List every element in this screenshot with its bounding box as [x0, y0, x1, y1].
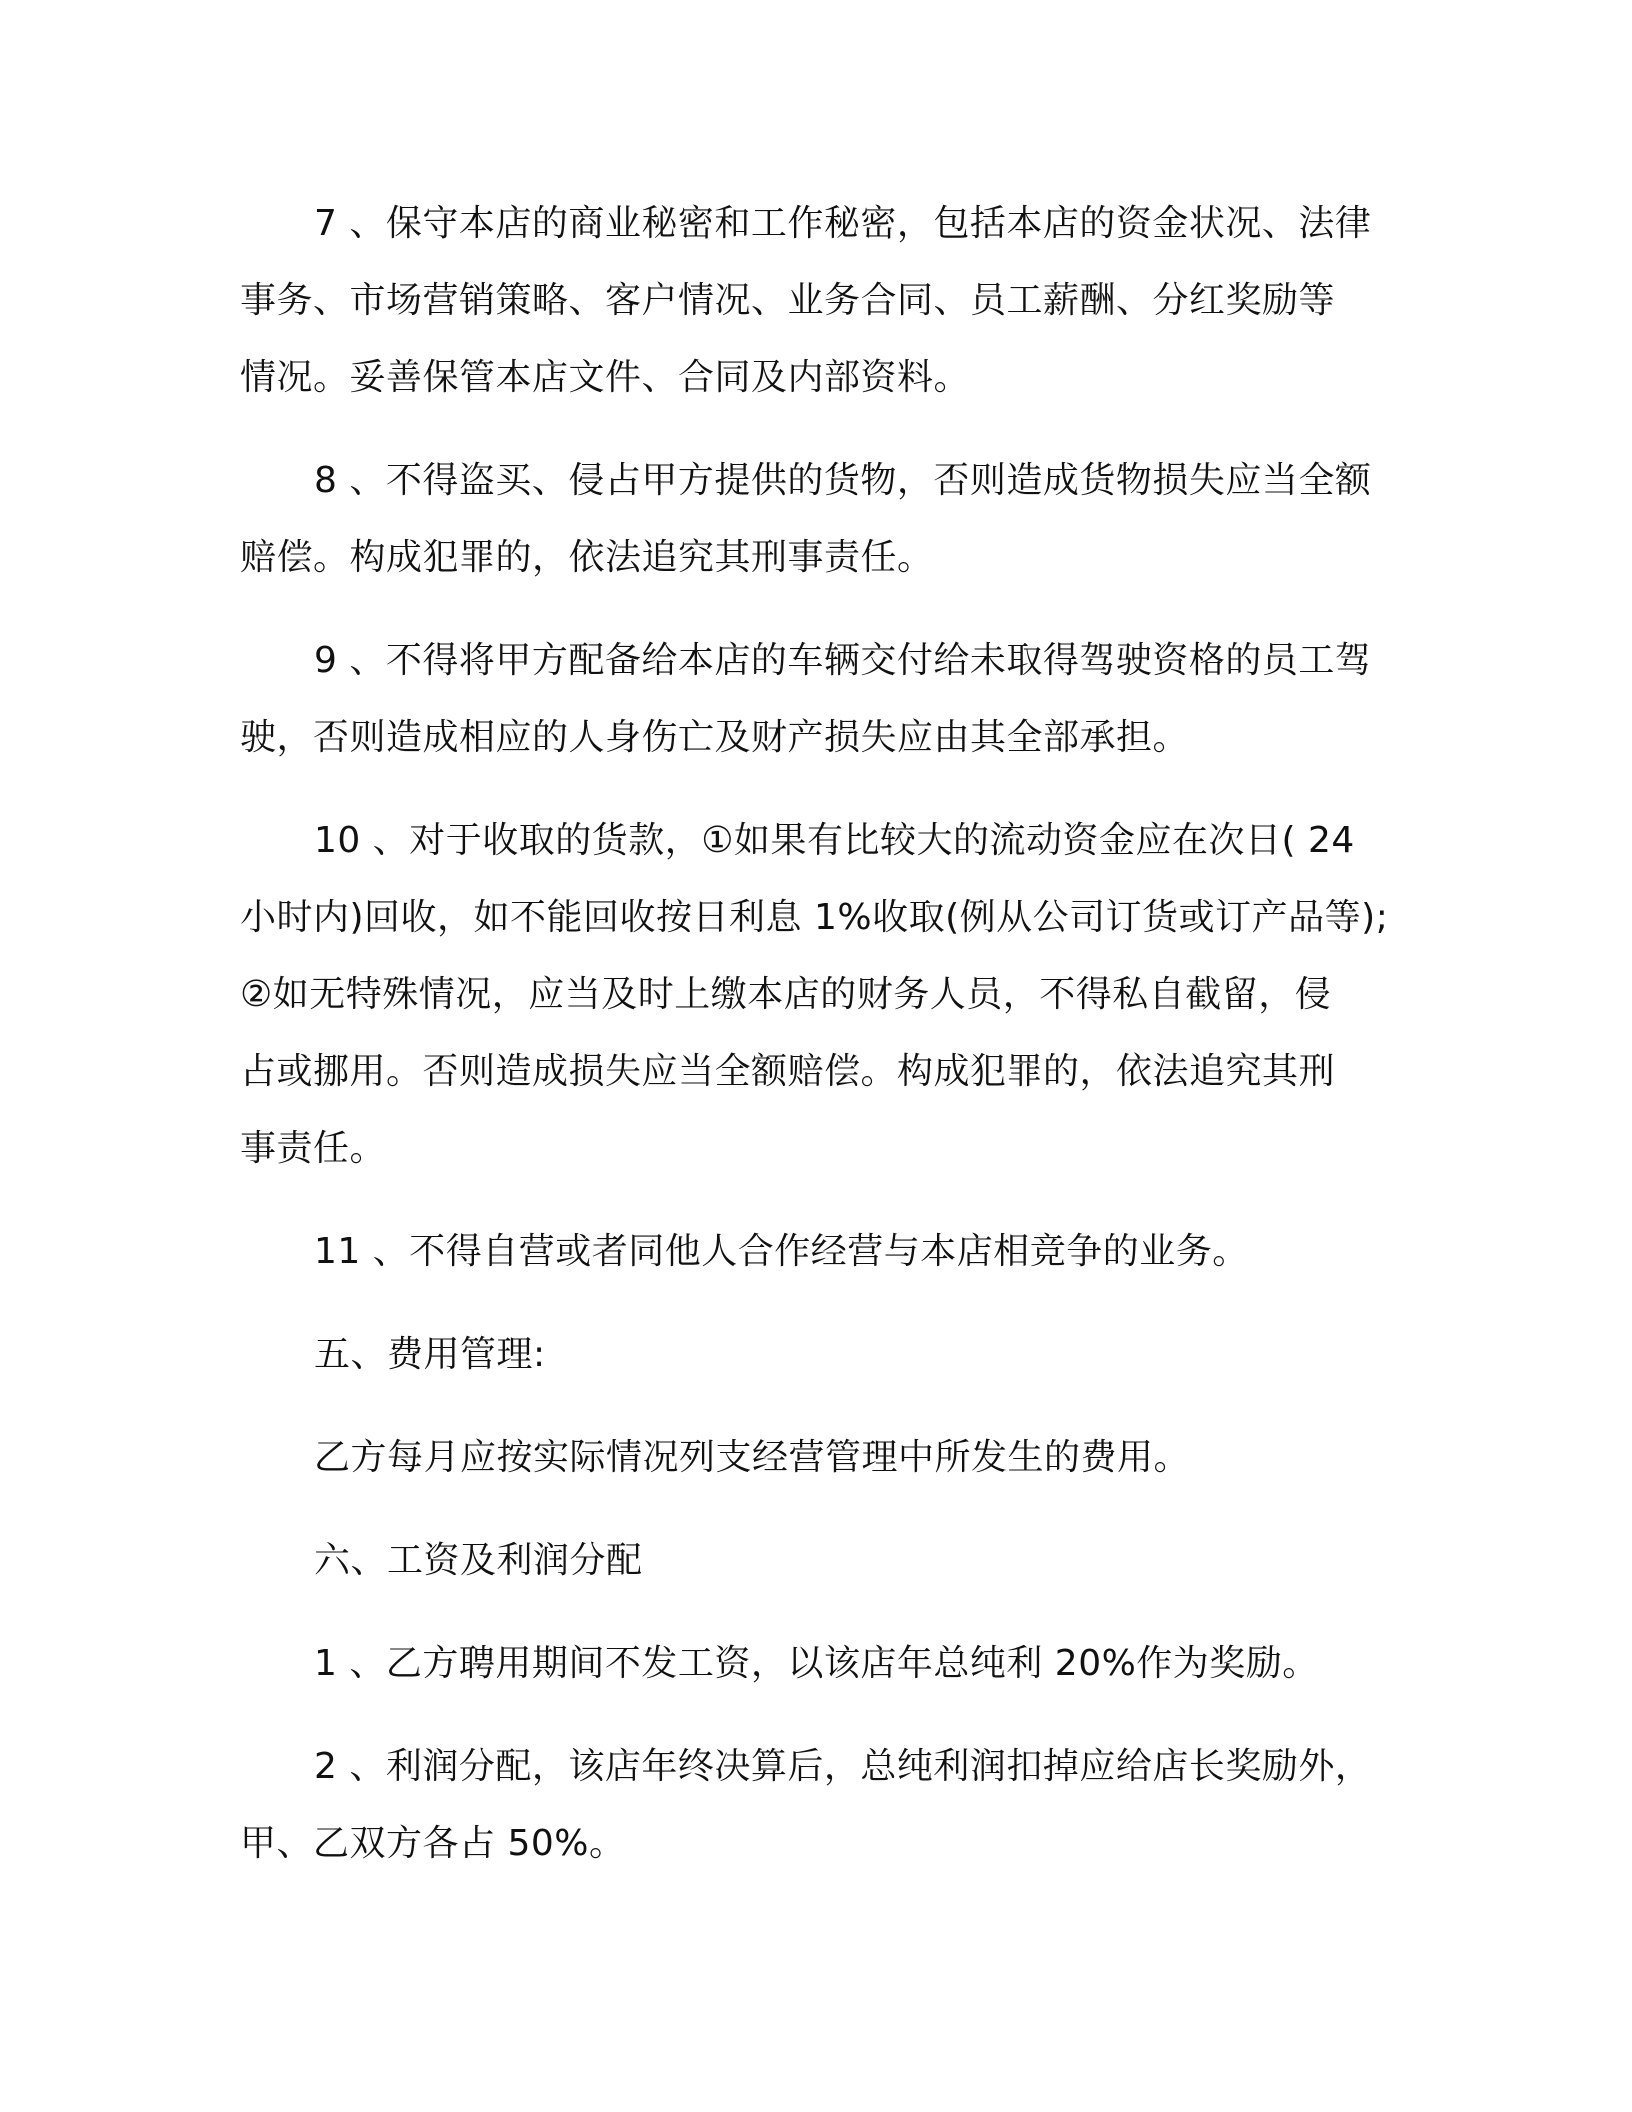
- clause-10-line-4: 占或挪用。否则造成损失应当全额赔偿。构成犯罪的，依法追究其刑: [240, 1051, 1336, 1092]
- clause-10-line-2: 小时内)回收，如不能回收按日利息 1%收取(例从公司订货或订产品等);: [240, 897, 1389, 938]
- section-5-body-text: 乙方每月应按实际情况列支经营管理中所发生的费用。: [314, 1437, 1191, 1478]
- section-6-heading: [240, 1522, 1400, 1599]
- clause-9: [240, 622, 1400, 776]
- clause-9-line-2: 驶，否则造成相应的人身伤亡及财产损失应由其全部承担。: [240, 717, 1190, 758]
- section-5-heading-text: 五、费用管理:: [314, 1334, 546, 1375]
- document-body: [240, 185, 1400, 1908]
- clause-11: [240, 1213, 1400, 1290]
- clause-10-line-1: 10 、对于收取的货款，①如果有比较大的流动资金应在次日( 24: [314, 820, 1355, 861]
- clause-7: [240, 185, 1400, 416]
- section-5-body: [240, 1419, 1400, 1496]
- clause-8: [240, 442, 1400, 596]
- clause-10-line-5: 事责任。: [240, 1128, 387, 1169]
- clause-9-line-1: 9 、不得将甲方配备给本店的车辆交付给未取得驾驶资格的员工驾: [314, 640, 1372, 681]
- section-6-item-2-line-2: 甲、乙双方各占 50%。: [240, 1823, 626, 1864]
- section-6-item-1: [240, 1625, 1400, 1702]
- section-6-item-2-line-1: 2 、利润分配，该店年终决算后，总纯利润扣掉应给店长奖励外，: [314, 1746, 1372, 1787]
- section-5-heading: [240, 1316, 1400, 1393]
- clause-11-line-1: 11 、不得自营或者同他人合作经营与本店相竞争的业务。: [314, 1231, 1249, 1272]
- clause-8-line-2: 赔偿。构成犯罪的，依法追究其刑事责任。: [240, 537, 934, 578]
- clause-7-line-2: 事务、市场营销策略、客户情况、业务合同、员工薪酬、分红奖励等: [240, 280, 1336, 321]
- clause-8-line-1: 8 、不得盗买、侵占甲方提供的货物，否则造成货物损失应当全额: [314, 460, 1372, 501]
- clause-7-line-3: 情况。妥善保管本店文件、合同及内部资料。: [240, 357, 971, 398]
- clause-7-line-1: 7 、保守本店的商业秘密和工作秘密，包括本店的资金状况、法律: [314, 203, 1372, 244]
- section-6-item-2: [240, 1728, 1400, 1882]
- clause-10-line-3: ②如无特殊情况，应当及时上缴本店的财务人员，不得私自截留，侵: [240, 974, 1332, 1015]
- clause-10: [240, 802, 1400, 1187]
- section-6-heading-text: 六、工资及利润分配: [314, 1540, 643, 1581]
- section-6-item-1-text: 1 、乙方聘用期间不发工资，以该店年总纯利 20%作为奖励。: [314, 1643, 1319, 1684]
